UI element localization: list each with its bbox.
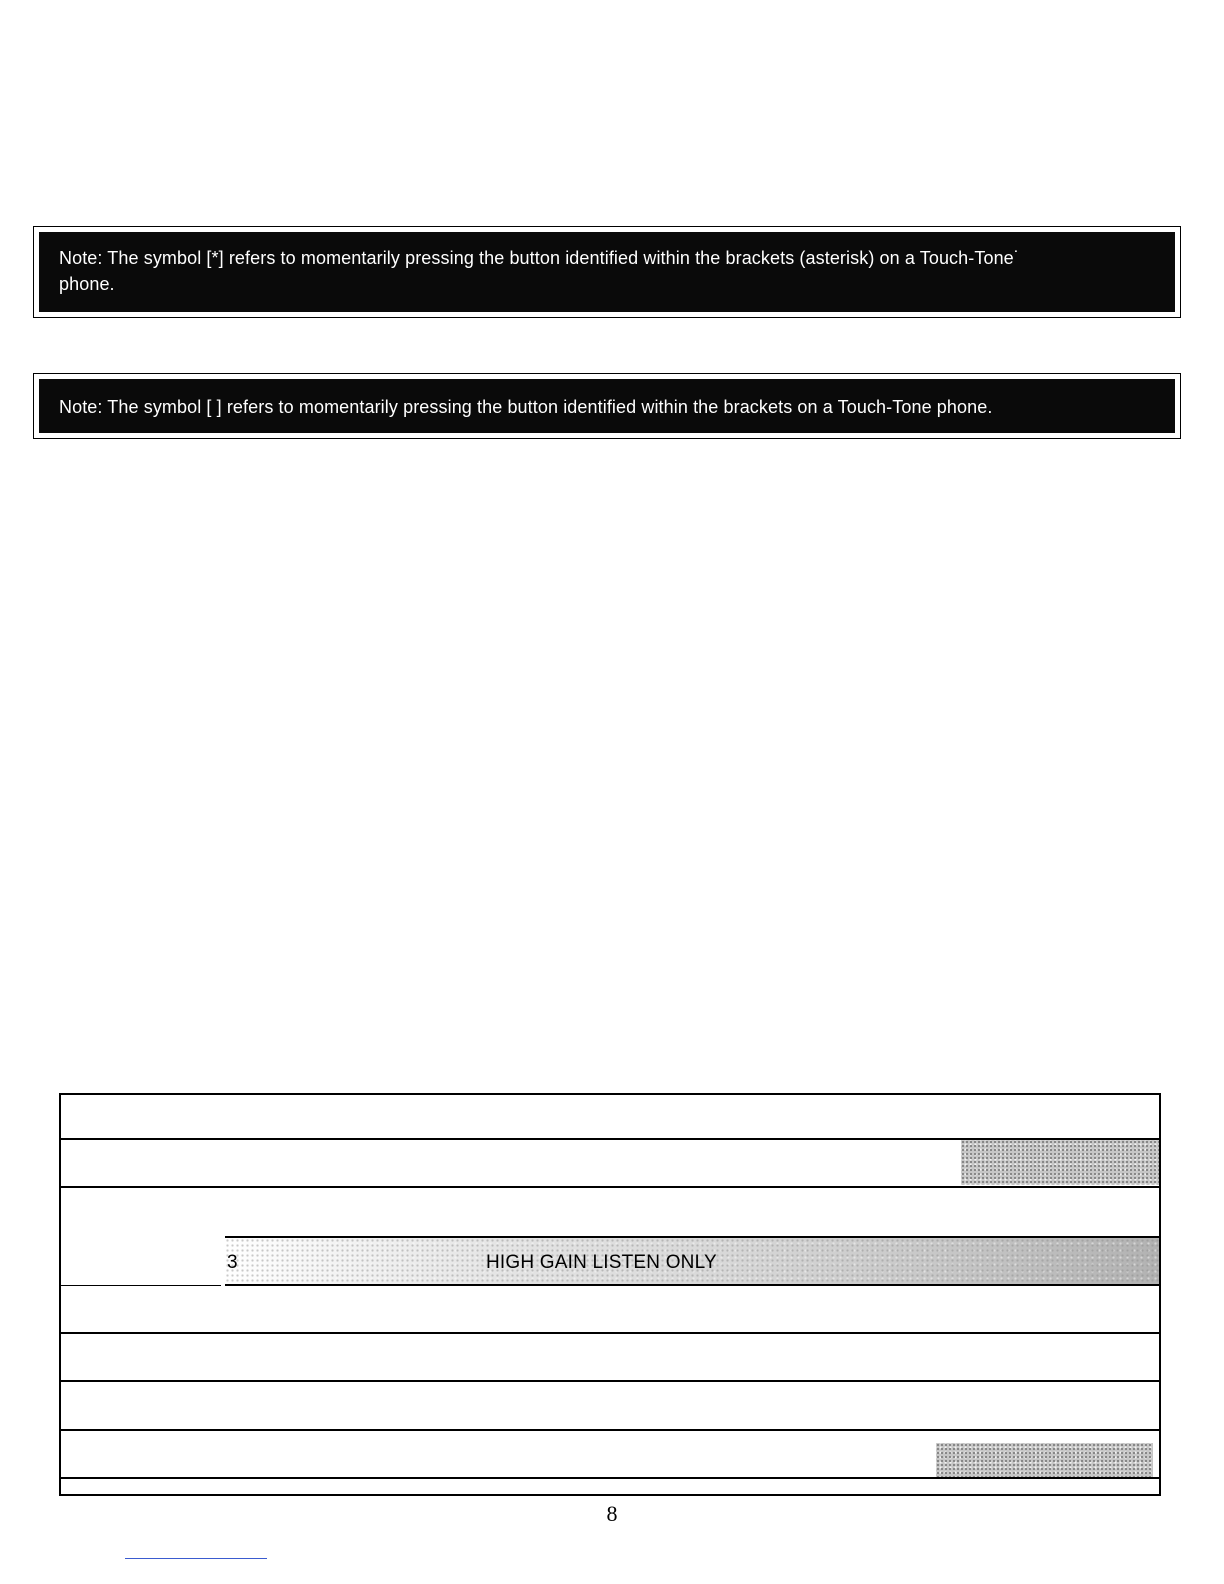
- row-label: HIGH GAIN LISTEN ONLY: [486, 1252, 717, 1273]
- scan-speckle: [936, 1443, 1153, 1477]
- table-rule: [61, 1186, 1159, 1188]
- note-box-asterisk: [33, 226, 1181, 318]
- table-rule: [61, 1477, 1159, 1479]
- scan-speckle: [961, 1140, 1159, 1185]
- table-rule: [61, 1332, 1159, 1334]
- footer-rule: [125, 1558, 267, 1559]
- note-text-line: Note: The symbol [ ] refers to momentarily pressing the button identified within the brackets on a Touch-Tone phone.: [59, 397, 993, 417]
- table-rule: [61, 1429, 1159, 1431]
- row-number: 3: [227, 1252, 238, 1273]
- note-panel: [39, 379, 1175, 433]
- note-text-line: Note: The symbol [*] refers to momentarily pressing the button identified within the brackets (asterisk) on a Touch-Tone˙: [59, 248, 1020, 268]
- ruled-table: [59, 1093, 1161, 1496]
- note-panel: [39, 232, 1175, 312]
- page-number: 8: [606, 1501, 618, 1526]
- table-rule: [225, 1284, 1159, 1286]
- note-text-line: phone.: [59, 274, 115, 294]
- note-box-button: [33, 373, 1181, 439]
- table-rule: [61, 1285, 221, 1286]
- table-rule: [61, 1380, 1159, 1382]
